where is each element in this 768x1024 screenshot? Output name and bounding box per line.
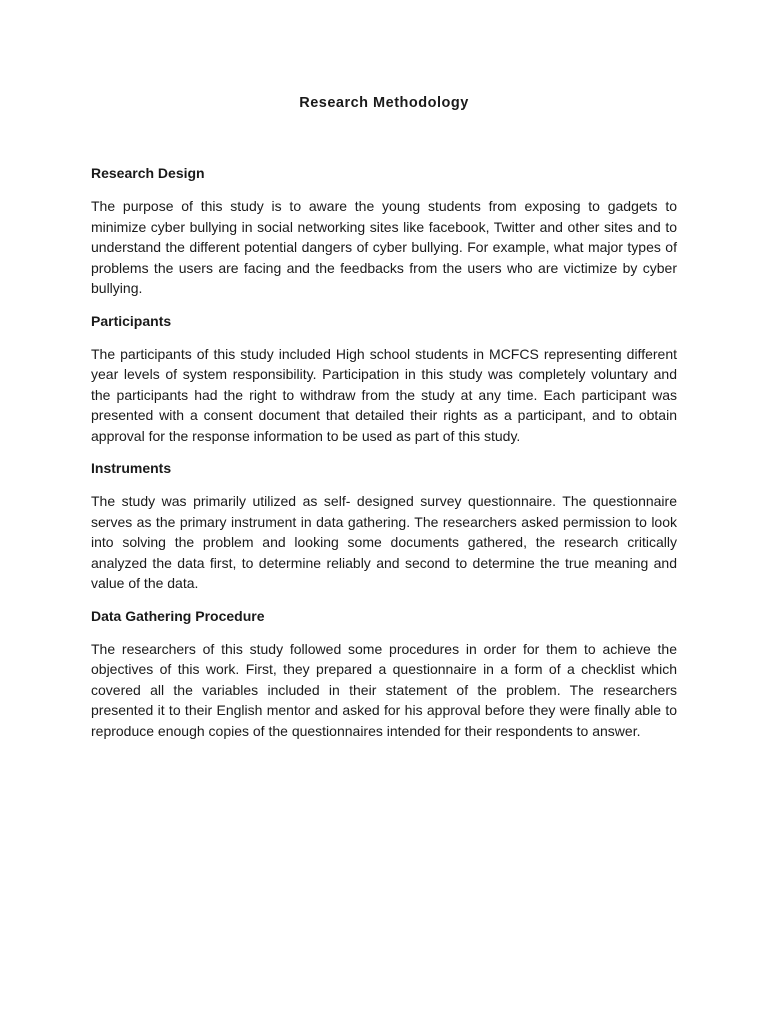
section-heading: Participants [91,312,172,329]
section-paragraph: The study was primarily utilized as self- designed survey questionnaire. The questionnaire serves as the primary instrument in data gathering. The researchers asked permission to look into solving the problem and looking some documents gathered, the research critically analyzed the data first, to determine reliably and second to determine the true meaning and value of the data. [91,493,677,591]
section-heading: Data Gathering Procedure [91,607,265,624]
section-heading: Instruments [91,460,172,476]
document-title: Research Methodology [299,95,469,111]
document-content [91,164,677,754]
section-heading: Research Design [91,165,205,181]
section-paragraph: The researchers of this study followed some procedures in order for them to achieve the objectives of this work. First, they prepared a questionnaire in a form of a checklist which covered all the variables included in their statement of the problem. The researchers presented it to their English mentor and asked for his approval before they were finally able to reproduce enough copies of the questionnaires intended for their respondents to answer. [91,640,677,739]
section-paragraph: The purpose of this study is to aware the young students from exposing to gadgets to minimize cyber bullying in social networking sites like facebook, Twitter and other sites and to understand the different potential dangers of cyber bullying. For example, what major types of problems the users are facing and the feedbacks from the users who are victimize by cyber bullying. [91,198,677,296]
section-research-design [91,164,677,299]
section-participants [91,312,677,447]
section-data-gathering-procedure [91,607,677,742]
section-instruments [91,459,677,594]
section-paragraph: The participants of this study included High school students in MCFCS representing different year levels of system responsibility. Participation in this study was completely voluntary and the participants had the right to withdraw from the study at any time. Each participant was presented with a consent document that detailed their rights as a participant, and to obtain approval for the response information to be used as part of this study. [91,345,677,444]
